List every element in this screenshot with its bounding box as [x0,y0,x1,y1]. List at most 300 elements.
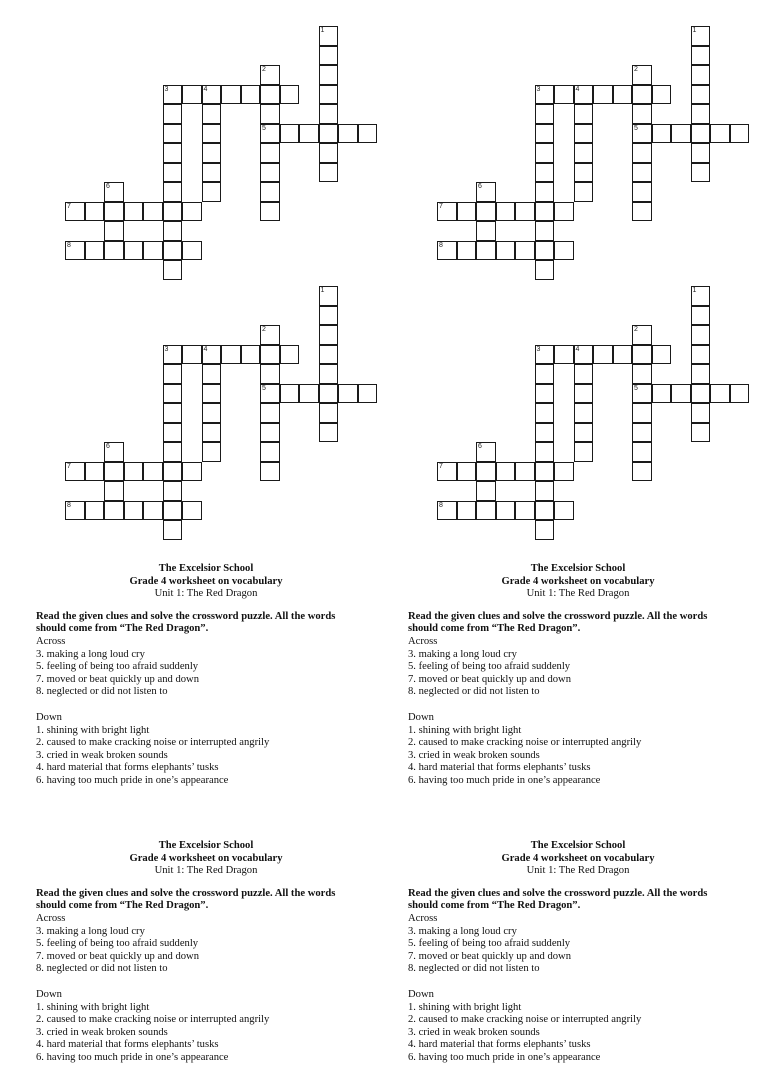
crossword-cell [241,85,261,105]
crossword-cell [691,286,711,306]
crossword-cell [632,384,652,404]
crossword-cell [104,481,124,501]
crossword-cell [535,202,555,222]
crossword-cell [554,345,574,365]
school-name: The Excelsior School [158,840,254,851]
clue-number: 2 [262,326,266,333]
across-heading: Across [408,635,438,647]
crossword-cell [124,462,144,482]
clue-number: 7 [439,202,443,210]
crossword-cell [535,345,555,365]
down-clue: 2. caused to make cracking noise or interrupted angrily [36,1014,270,1026]
crossword-cell [182,462,202,482]
down-clue: 4. hard material that forms elephants’ tusks [408,1039,591,1051]
crossword-cell [163,85,183,105]
clue-number: 5 [634,384,638,392]
worksheet-header [36,840,376,878]
instruction-line-2: should come from “The Red Dragon”. [36,900,209,912]
crossword-cell [221,85,241,105]
across-clue: 8. neglected or did not listen to [408,686,540,698]
grade-title: Grade 4 worksheet on vocabulary [129,852,283,864]
down-clue: 6. having too much pride in one’s appearance [36,1051,229,1063]
crossword-cell [163,260,183,280]
crossword-cell [202,182,222,202]
clue-number: 1 [692,287,697,294]
crossword-cell [182,501,202,521]
crossword-cell [319,423,339,443]
crossword-cell [691,403,711,423]
crossword-cell [104,221,124,241]
crossword-cell [202,104,222,124]
crossword-cell [535,442,555,462]
across-clue: 8. neglected or did not listen to [408,963,540,975]
crossword-cell [574,143,594,163]
crossword-cell [691,46,711,66]
crossword-cell [260,124,280,144]
crossword-cell [574,163,594,183]
crossword-cell [163,221,183,241]
worksheet-header [408,840,748,878]
crossword-cell [691,345,711,365]
clue-number: 6 [478,183,482,190]
crossword-cell [574,85,594,105]
crossword-cell [65,462,85,482]
crossword-cell [632,423,652,443]
grade-title: Grade 4 worksheet on vocabulary [129,575,283,587]
crossword-cell [202,403,222,423]
crossword-cell [632,364,652,384]
crossword-cell [319,345,339,365]
crossword-cell [535,501,555,521]
crossword-cell [710,124,730,144]
crossword-cell [104,501,124,521]
clue-number: 7 [439,462,443,470]
crossword-cell [691,364,711,384]
crossword-cell [691,143,711,163]
worksheet-1 [36,563,376,788]
crossword-cell [691,306,711,326]
crossword-cell [65,241,85,261]
crossword-cell [476,501,496,521]
crossword-cell [182,85,202,105]
crossword-cell [163,163,183,183]
crossword-cell [515,462,535,482]
worksheet-4 [408,840,748,1065]
crossword-cell [358,384,378,404]
crossword-cell [202,384,222,404]
crossword-cell [65,202,85,222]
clue-number: 3 [536,345,541,353]
worksheet-header [36,563,376,601]
crossword-cell [632,325,652,345]
clue-number: 4 [575,345,580,353]
crossword-cell [574,104,594,124]
crossword-cell [124,241,144,261]
across-clue: 5. feeling of being too afraid suddenly [408,661,571,673]
unit-title: Unit 1: The Red Dragon [526,865,630,877]
crossword-cell [260,202,280,222]
crossword-puzzle-3 [65,286,365,526]
worksheet-3 [36,840,376,1065]
crossword-cell [338,384,358,404]
down-heading: Down [36,711,62,723]
clue-number: 2 [634,326,638,333]
instruction-line-2: should come from “The Red Dragon”. [408,900,581,912]
school-name: The Excelsior School [530,563,626,574]
crossword-cell [574,403,594,423]
crossword-cell [319,403,339,423]
crossword-cell [260,182,280,202]
crossword-cell [671,124,691,144]
clue-number: 7 [67,462,71,470]
across-clue: 5. feeling of being too afraid suddenly [408,938,571,950]
crossword-cell [163,481,183,501]
instructions [408,888,748,913]
crossword-puzzle-4 [437,286,737,526]
crossword-cell [535,221,555,241]
crossword-cell [260,364,280,384]
crossword-cell [260,403,280,423]
crossword-cell [535,163,555,183]
crossword-cell [554,85,574,105]
crossword-cell [319,286,339,306]
crossword-cell [632,462,652,482]
instruction-line-1: Read the given clues and solve the crossword puzzle. All the words [408,887,708,899]
crossword-cell [182,202,202,222]
crossword-cell [691,384,711,404]
crossword-cell [535,104,555,124]
crossword-cell [652,85,672,105]
crossword-cell [163,423,183,443]
crossword-cell [535,423,555,443]
crossword-cell [260,85,280,105]
down-clue: 6. having too much pride in one’s appearance [408,1051,601,1063]
crossword-cell [632,85,652,105]
crossword-cell [163,104,183,124]
crossword-cell [260,462,280,482]
crossword-cell [691,104,711,124]
instruction-line-1: Read the given clues and solve the crossword puzzle. All the words [36,887,336,899]
crossword-cell [85,241,105,261]
crossword-cell [574,364,594,384]
crossword-cell [437,202,457,222]
crossword-cell [457,462,477,482]
crossword-cell [338,124,358,144]
crossword-cell [280,384,300,404]
clue-number: 1 [320,27,325,34]
crossword-cell [632,143,652,163]
crossword-cell [476,442,496,462]
across-clue: 7. moved or beat quickly up and down [36,950,199,962]
crossword-cell [535,143,555,163]
crossword-cell [535,481,555,501]
across-clue: 5. feeling of being too afraid suddenly [36,938,199,950]
crossword-cell [299,384,319,404]
clue-number: 6 [106,443,110,450]
crossword-cell [535,260,555,280]
crossword-cell [613,345,633,365]
crossword-cell [496,462,516,482]
across-clue: 3. making a long loud cry [408,925,517,937]
crossword-cell [104,462,124,482]
down-clue: 1. shining with bright light [408,724,522,736]
crossword-cell [574,345,594,365]
crossword-cell [163,384,183,404]
grade-title: Grade 4 worksheet on vocabulary [501,575,655,587]
crossword-cell [163,364,183,384]
crossword-cell [163,462,183,482]
crossword-cell [319,124,339,144]
crossword-cell [104,202,124,222]
crossword-cell [163,345,183,365]
across-clue: 5. feeling of being too afraid suddenly [36,661,199,673]
crossword-cell [319,143,339,163]
crossword-cell [632,65,652,85]
crossword-cell [163,442,183,462]
crossword-cell [241,345,261,365]
crossword-cell [104,442,124,462]
clue-number: 1 [320,287,325,294]
instruction-line-2: should come from “The Red Dragon”. [408,623,581,635]
clue-number: 8 [439,501,443,509]
crossword-cell [319,26,339,46]
crossword-cell [260,345,280,365]
crossword-cell [260,65,280,85]
across-clue: 7. moved or beat quickly up and down [408,950,571,962]
crossword-cell [535,241,555,261]
crossword-cell [202,345,222,365]
crossword-cell [691,423,711,443]
crossword-cell [515,202,535,222]
crossword-cell [85,501,105,521]
crossword-cell [163,202,183,222]
clue-number: 4 [203,345,208,353]
crossword-cell [593,345,613,365]
crossword-cell [202,163,222,183]
crossword-cell [574,442,594,462]
crossword-cell [143,241,163,261]
crossword-cell [535,520,555,540]
crossword-cell [574,182,594,202]
crossword-cell [358,124,378,144]
crossword-cell [163,501,183,521]
school-name: The Excelsior School [530,840,626,851]
across-heading: Across [36,635,66,647]
across-heading: Across [36,912,66,924]
down-clue: 3. cried in weak broken sounds [36,1026,168,1038]
crossword-cell [691,26,711,46]
across-clue: 8. neglected or did not listen to [36,686,168,698]
crossword-cell [632,182,652,202]
crossword-cell [260,442,280,462]
clue-number: 3 [536,85,541,93]
crossword-cell [457,202,477,222]
crossword-cell [710,384,730,404]
crossword-puzzle-2 [437,26,737,266]
crossword-cell [574,384,594,404]
crossword-cell [691,325,711,345]
across-clue: 8. neglected or did not listen to [36,963,168,975]
crossword-cell [671,384,691,404]
down-heading: Down [36,988,62,1000]
crossword-cell [85,462,105,482]
crossword-cell [496,202,516,222]
crossword-cell [574,124,594,144]
down-heading: Down [408,988,434,1000]
crossword-cell [221,345,241,365]
clue-number: 2 [262,66,266,73]
crossword-cell [535,364,555,384]
crossword-cell [260,384,280,404]
clue-number: 4 [203,85,208,93]
down-clue: 2. caused to make cracking noise or interrupted angrily [408,1014,642,1026]
crossword-cell [574,423,594,443]
across-clue: 3. making a long loud cry [408,648,517,660]
crossword-cell [299,124,319,144]
clue-number: 2 [634,66,638,73]
clue-number: 5 [634,124,638,132]
crossword-cell [163,241,183,261]
crossword-cell [163,143,183,163]
crossword-cell [457,241,477,261]
crossword-cell [476,202,496,222]
down-clue: 3. cried in weak broken sounds [408,1026,540,1038]
down-clue: 3. cried in weak broken sounds [36,749,168,761]
crossword-cell [691,124,711,144]
crossword-cell [319,85,339,105]
crossword-cell [280,345,300,365]
clue-number: 8 [67,501,71,509]
crossword-cell [535,85,555,105]
crossword-cell [476,182,496,202]
crossword-cell [652,384,672,404]
unit-title: Unit 1: The Red Dragon [154,588,258,600]
crossword-cell [143,202,163,222]
crossword-cell [85,202,105,222]
crossword-cell [476,481,496,501]
down-clue: 1. shining with bright light [36,1001,150,1013]
across-heading: Across [408,912,438,924]
crossword-cell [319,384,339,404]
down-clue: 6. having too much pride in one’s appearance [36,774,229,786]
crossword-cell [496,501,516,521]
crossword-cell [476,241,496,261]
crossword-cell [182,345,202,365]
instruction-line-1: Read the given clues and solve the crossword puzzle. All the words [36,610,336,622]
crossword-cell [691,163,711,183]
across-clue: 7. moved or beat quickly up and down [408,673,571,685]
down-clue: 4. hard material that forms elephants’ tusks [408,762,591,774]
crossword-cell [260,163,280,183]
crossword-cell [124,202,144,222]
crossword-cell [535,182,555,202]
crossword-cell [163,520,183,540]
instructions [408,611,748,636]
crossword-cell [143,462,163,482]
crossword-cell [437,462,457,482]
crossword-cell [535,124,555,144]
instruction-line-1: Read the given clues and solve the crossword puzzle. All the words [408,610,708,622]
crossword-cell [319,163,339,183]
unit-title: Unit 1: The Red Dragon [154,865,258,877]
across-clue: 3. making a long loud cry [36,648,145,660]
crossword-cell [515,241,535,261]
down-clue: 1. shining with bright light [36,724,150,736]
crossword-cell [260,104,280,124]
clue-number: 3 [164,345,169,353]
across-clue: 3. making a long loud cry [36,925,145,937]
crossword-cell [652,345,672,365]
school-name: The Excelsior School [158,563,254,574]
crossword-cell [143,501,163,521]
crossword-cell [163,124,183,144]
instructions [36,611,376,636]
crossword-cell [202,143,222,163]
grade-title: Grade 4 worksheet on vocabulary [501,852,655,864]
clue-number: 6 [478,443,482,450]
crossword-cell [593,85,613,105]
crossword-cell [182,241,202,261]
down-clue: 6. having too much pride in one’s appearance [408,774,601,786]
crossword-cell [260,143,280,163]
instructions [36,888,376,913]
crossword-cell [691,85,711,105]
crossword-cell [319,364,339,384]
crossword-cell [730,384,750,404]
clue-number: 5 [262,124,266,132]
crossword-cell [535,462,555,482]
crossword-cell [163,403,183,423]
crossword-cell [632,442,652,462]
down-clue: 1. shining with bright light [408,1001,522,1013]
crossword-cell [319,46,339,66]
crossword-cell [163,182,183,202]
crossword-cell [515,501,535,521]
crossword-cell [202,442,222,462]
clue-number: 8 [439,241,443,249]
down-clue: 4. hard material that forms elephants’ tusks [36,1039,219,1051]
clue-number: 6 [106,183,110,190]
crossword-cell [65,501,85,521]
crossword-cell [652,124,672,144]
crossword-cell [202,85,222,105]
crossword-cell [319,104,339,124]
crossword-cell [632,202,652,222]
crossword-cell [691,65,711,85]
unit-title: Unit 1: The Red Dragon [526,588,630,600]
crossword-cell [280,124,300,144]
crossword-cell [319,65,339,85]
crossword-cell [613,85,633,105]
instruction-line-2: should come from “The Red Dragon”. [36,623,209,635]
crossword-cell [124,501,144,521]
down-clue: 2. caused to make cracking noise or interrupted angrily [36,737,270,749]
crossword-cell [260,325,280,345]
across-clue: 7. moved or beat quickly up and down [36,673,199,685]
crossword-cell [476,462,496,482]
crossword-cell [554,202,574,222]
crossword-cell [202,124,222,144]
crossword-cell [437,501,457,521]
crossword-cell [554,241,574,261]
crossword-cell [632,104,652,124]
down-clue: 4. hard material that forms elephants’ tusks [36,762,219,774]
crossword-cell [632,124,652,144]
crossword-cell [104,241,124,261]
clue-number: 4 [575,85,580,93]
crossword-puzzle-1 [65,26,365,266]
crossword-cell [632,345,652,365]
